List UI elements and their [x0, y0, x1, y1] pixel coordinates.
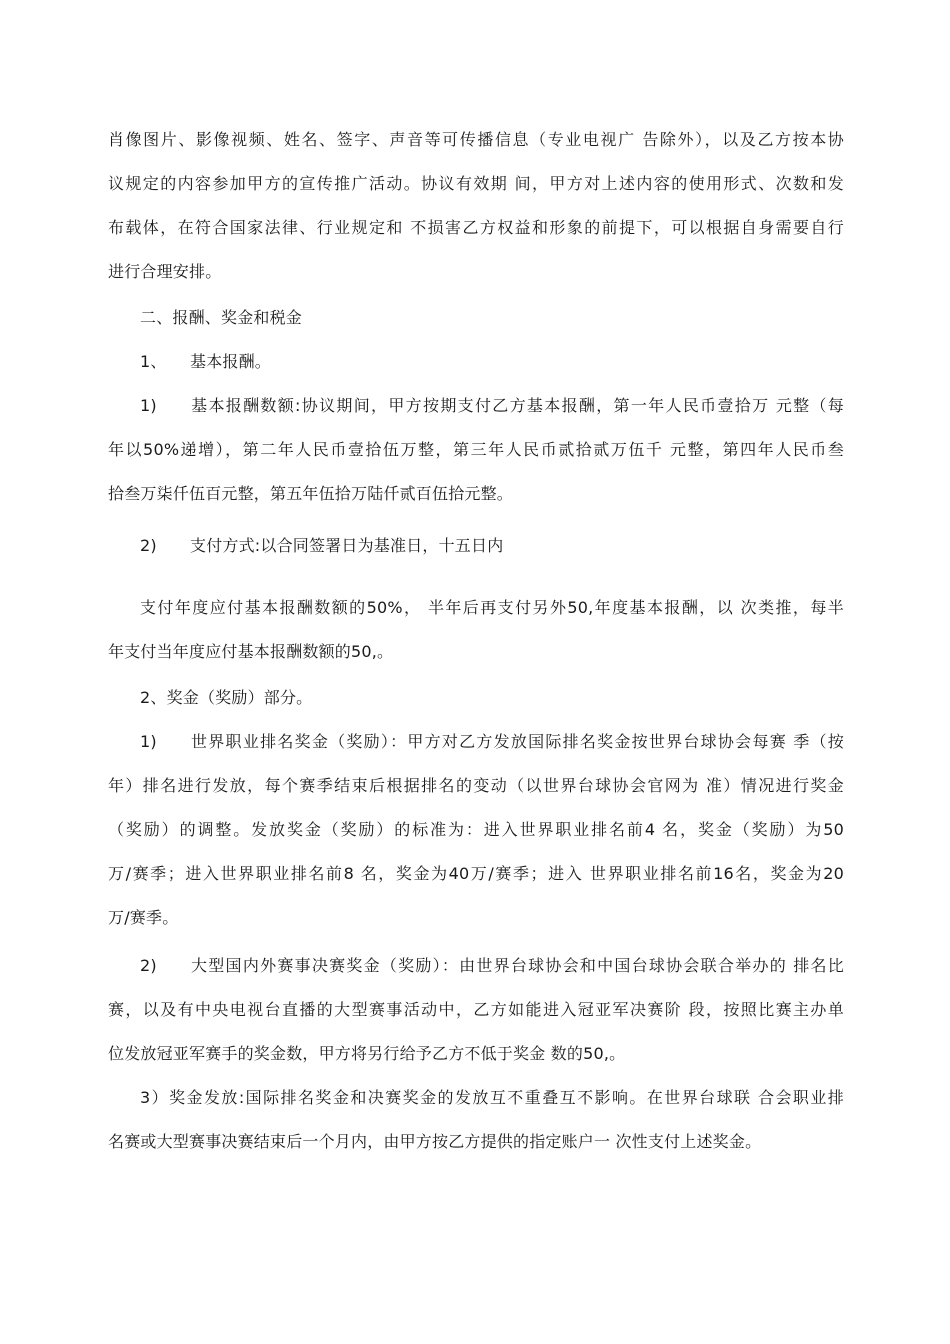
- item-text: 基本报酬。: [190, 352, 272, 371]
- item-text: 世界职业排名奖金（奖励）：甲方对乙方发放国际排名奖金按世界台球协会每赛 季（按: [190, 732, 844, 751]
- section-heading: [108, 296, 844, 340]
- paragraph-line: 议规定的内容参加甲方的宣传推广活动。协议有效期 间，甲方对上述内容的使用形式、次数和发: [108, 174, 844, 193]
- item-text: 基本报酬数额:协议期间，甲方按期支付乙方基本报酬，第一年人民币壹拾万 元整（每: [190, 396, 844, 415]
- paragraph-line: 赛，以及有中央电视台直播的大型赛事活动中，乙方如能进入冠亚军决赛阶 段，按照比赛主办单: [108, 1000, 844, 1019]
- section-heading-text: 二、报酬、奖金和税金: [140, 308, 303, 327]
- payment-paragraph: [108, 586, 844, 674]
- item-text: 大型国内外赛事决赛奖金（奖励）：由世界台球协会和中国台球协会联合举办的 排名比: [190, 956, 844, 975]
- item-1-1: [108, 384, 844, 516]
- item-first-line: [108, 944, 844, 988]
- item-number: 1): [140, 396, 157, 415]
- paragraph-line: 万/赛季；进入世界职业排名前8 名，奖金为40万/赛季；进入 世界职业排名前16名，奖金为20: [108, 864, 844, 883]
- paragraph-line: 位发放冠亚军赛手的奖金数，甲方将另行给予乙方不低于奖金 数的50,。: [108, 1044, 626, 1063]
- paragraph-line: 名赛或大型赛事决赛结束后一个月内，由甲方按乙方提供的指定账户一 次性支付上述奖金。: [108, 1132, 762, 1151]
- item-line: [108, 524, 844, 568]
- item-1: [108, 340, 844, 384]
- intro-paragraph: [108, 118, 844, 294]
- item-first-line: [108, 720, 844, 764]
- paragraph-line: 拾叁万柒仟伍百元整，第五年伍拾万陆仟贰百伍拾元整。: [108, 484, 514, 503]
- paragraph-line: 进行合理安排。: [108, 262, 222, 281]
- item-number: 2): [140, 536, 157, 555]
- paragraph-line: 万/赛季。: [108, 908, 179, 927]
- item-2-2: [108, 944, 844, 1076]
- item-1-line: [108, 340, 844, 384]
- item-number: 1、: [140, 352, 167, 371]
- item-2: [108, 676, 844, 720]
- item-number: 1): [140, 732, 157, 751]
- paragraph-line: 支付年度应付基本报酬数额的50%， 半年后再支付另外50,年度基本报酬，以 次类推，每半: [140, 598, 844, 617]
- paragraph-line: （奖励）的调整。发放奖金（奖励）的标准为：进入世界职业排名前4 名，奖金（奖励）为50: [108, 820, 844, 839]
- paragraph-line: 年以50%递增），第二年人民币壹拾伍万整，第三年人民币贰拾贰万伍千 元整，第四年人民币叁: [108, 440, 844, 459]
- item-text: 支付方式:以合同签署日为基准日，十五日内: [190, 536, 504, 555]
- item-2-3: [108, 1076, 844, 1164]
- item-number: 2): [140, 956, 157, 975]
- item-2-1: [108, 720, 844, 940]
- paragraph-line: 肖像图片、影像视频、姓名、签字、声音等可传播信息（专业电视广 告除外），以及乙方按本协: [108, 130, 844, 149]
- item-first-line: [108, 384, 844, 428]
- paragraph-line: 3）奖金发放:国际排名奖金和决赛奖金的发放互不重叠互不影响。在世界台球联 合会职业排: [140, 1088, 844, 1107]
- paragraph-line: 年）排名进行发放，每个赛季结束后根据排名的变动（以世界台球协会官网为 准）情况进行奖金: [108, 776, 844, 795]
- paragraph-line: 布载体，在符合国家法律、行业规定和 不损害乙方权益和形象的前提下，可以根据自身需要自行: [108, 218, 844, 237]
- item-line: 2、奖金（奖励）部分。: [140, 688, 313, 707]
- paragraph-line: 年支付当年度应付基本报酬数额的50,。: [108, 642, 394, 661]
- item-1-2: [108, 524, 844, 568]
